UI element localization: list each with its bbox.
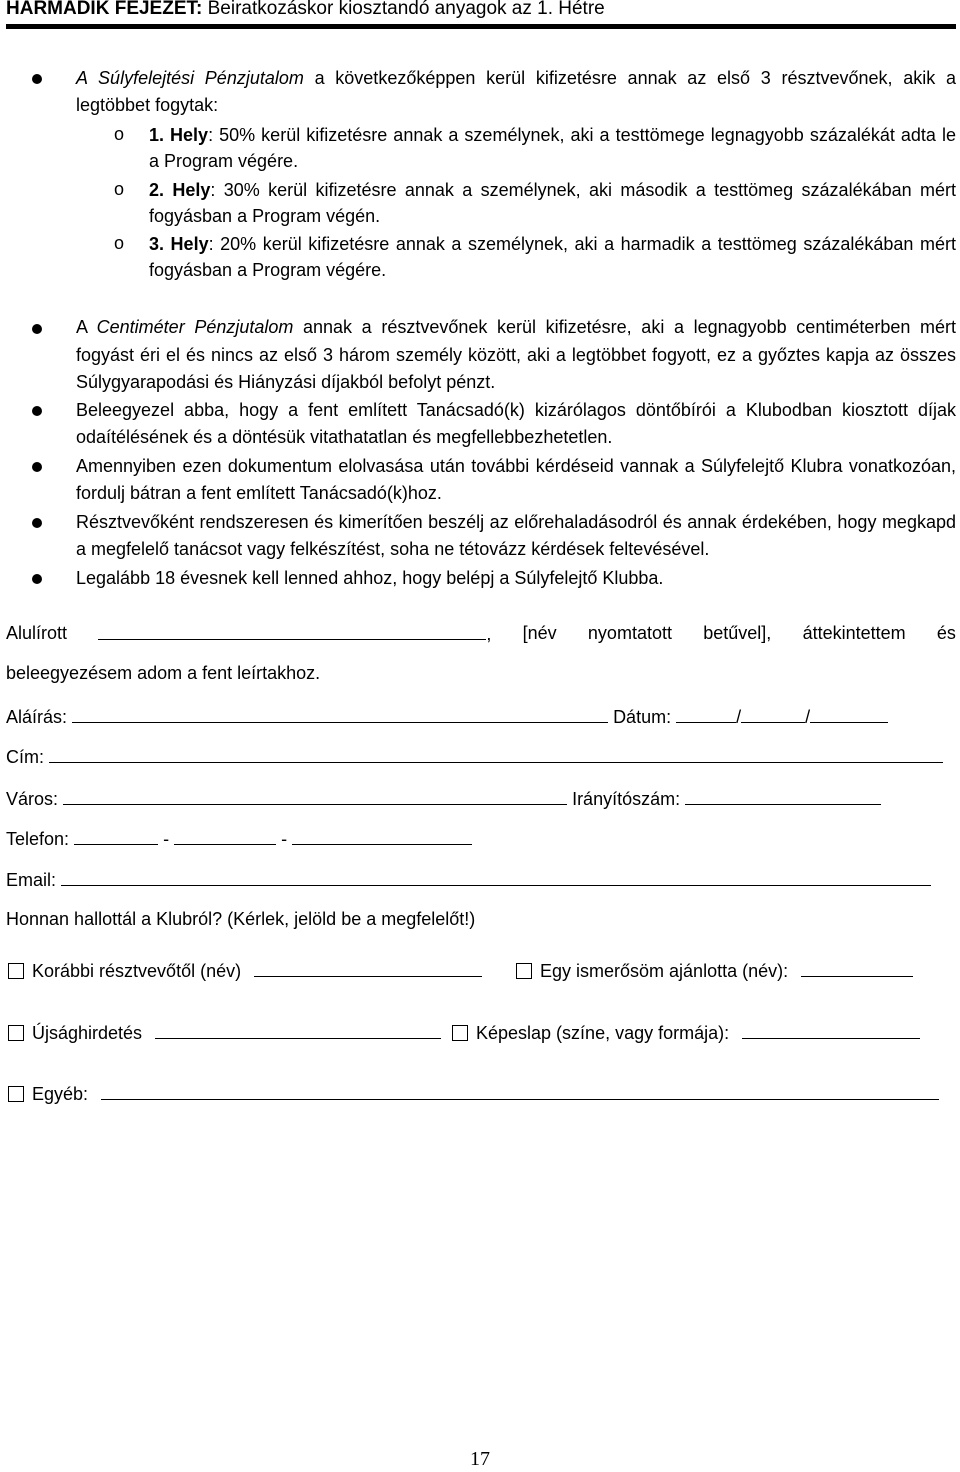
chapter-label: HARMADIK FEJEZET: bbox=[6, 0, 203, 19]
other-field[interactable] bbox=[101, 1081, 939, 1100]
option-previous-participant bbox=[8, 958, 482, 983]
option-label: Képeslap (színe, vagy formája): bbox=[476, 1023, 730, 1043]
checkbox-postcard[interactable] bbox=[452, 1025, 468, 1041]
form-word: nyomtatott bbox=[587, 623, 672, 643]
signature-field[interactable] bbox=[72, 704, 608, 723]
bullet-text-consent: Beleegyezel abba, hogy a fent említett Tanácsadó(k) kizárólagos döntőbírói a Klubodban kiosztott díjak odaítélésének és a döntésük vitathatatlan és megfellebbezhetetlen. bbox=[76, 400, 956, 447]
option-label: Egy ismerősöm ajánlotta (név): bbox=[540, 961, 789, 981]
email-label: Email: bbox=[6, 870, 57, 890]
city-label: Város: bbox=[6, 789, 59, 809]
place-label: 3. Hely bbox=[149, 234, 209, 254]
date-separator: / bbox=[736, 707, 742, 727]
place-label: 2. Hely bbox=[149, 180, 211, 200]
form-word: és bbox=[936, 623, 956, 643]
header-title: Beiratkozáskor kiosztandó anyagok az 1. Hétre bbox=[207, 0, 605, 19]
signature-line bbox=[6, 704, 888, 729]
comma: , bbox=[486, 624, 492, 644]
page-header bbox=[6, 0, 956, 29]
address-label: Cím: bbox=[6, 747, 44, 767]
bullet-dot bbox=[32, 74, 42, 84]
form-word: áttekintettem bbox=[802, 623, 906, 643]
phone-label: Telefon: bbox=[6, 829, 70, 849]
date-label: Dátum: bbox=[613, 707, 672, 727]
city-field[interactable] bbox=[63, 786, 567, 805]
sub-bullet-marker: o bbox=[114, 233, 125, 253]
option-postcard bbox=[452, 1020, 920, 1045]
email-field[interactable] bbox=[61, 867, 931, 886]
date-year-field[interactable] bbox=[676, 704, 736, 723]
place-text: : 20% kerül kifizetésre annak a személynek, aki a harmadik a testtömeg százalékában mért fogyásban a Program végére. bbox=[149, 234, 956, 280]
consent-line: beleegyezésem adom a fent leírtakhoz. bbox=[6, 663, 321, 683]
option-friend bbox=[516, 958, 913, 983]
bullet-dot bbox=[32, 518, 42, 528]
undersigned-label: Alulírott bbox=[6, 623, 68, 643]
undersigned-line bbox=[6, 621, 956, 646]
city-line bbox=[6, 786, 881, 811]
option-newspaper bbox=[8, 1020, 441, 1045]
prize-name: Centiméter Pénzjutalom bbox=[96, 317, 294, 337]
bullet-dot bbox=[32, 406, 42, 416]
address-line bbox=[6, 744, 943, 769]
place-text: : 50% kerül kifizetésre annak a személynek, aki a testtömege legnagyobb százalékát adta le a Program végére. bbox=[149, 125, 956, 171]
bullet-text-questions: Amennyiben ezen dokumentum elolvasása után további kérdéseid vannak a Súlyfelejtő Klubra vonatkozóan, fordulj bátran a fent említett Tanácsadó(k)hoz. bbox=[76, 456, 956, 503]
prize-name: A Súlyfelejtési Pénzjutalom bbox=[76, 68, 304, 88]
bullet-text-centimeter bbox=[76, 314, 956, 397]
phone-line bbox=[6, 826, 472, 851]
friend-name-field[interactable] bbox=[801, 958, 913, 977]
date-day-field[interactable] bbox=[810, 704, 888, 723]
checkbox-other[interactable] bbox=[8, 1086, 24, 1102]
option-label: Újsághirdetés bbox=[32, 1023, 143, 1043]
option-label: Egyéb: bbox=[32, 1084, 89, 1104]
place-label: 1. Hely bbox=[149, 125, 209, 145]
sub-item-first bbox=[149, 122, 956, 174]
zip-label: Irányítószám: bbox=[572, 789, 681, 809]
signature-label: Aláírás: bbox=[6, 707, 68, 727]
print-name-field[interactable] bbox=[98, 621, 486, 640]
zip-field[interactable] bbox=[685, 786, 881, 805]
phone-prefix-field[interactable] bbox=[174, 826, 276, 845]
email-line bbox=[6, 867, 931, 892]
checkbox-newspaper[interactable] bbox=[8, 1025, 24, 1041]
form-word: betűvel], bbox=[703, 623, 772, 643]
bullet-text-age: Legalább 18 évesnek kell lenned ahhoz, hogy belépj a Súlyfelejtő Klubba. bbox=[76, 568, 664, 588]
sub-bullet-marker: o bbox=[114, 179, 125, 199]
postcard-field[interactable] bbox=[742, 1020, 920, 1039]
sub-bullet-marker: o bbox=[114, 124, 125, 144]
bullet-text-prize bbox=[76, 65, 956, 119]
phone-dash: - bbox=[163, 829, 170, 849]
bullet-prefix: A bbox=[76, 317, 97, 337]
bullet-dot bbox=[32, 324, 42, 334]
page-number: 17 bbox=[470, 1448, 490, 1470]
option-label: Korábbi résztvevőtől (név) bbox=[32, 961, 242, 981]
date-month-field[interactable] bbox=[741, 704, 805, 723]
sub-item-third bbox=[149, 231, 956, 283]
bullet-dot bbox=[32, 462, 42, 472]
sub-item-second bbox=[149, 177, 956, 229]
option-other bbox=[8, 1081, 939, 1106]
address-field[interactable] bbox=[49, 744, 943, 763]
phone-number-field[interactable] bbox=[292, 826, 472, 845]
referral-question: Honnan hallottál a Klubról? (Kérlek, jelöld be a megfelelőt!) bbox=[6, 909, 476, 929]
phone-area-field[interactable] bbox=[74, 826, 158, 845]
previous-name-field[interactable] bbox=[254, 958, 482, 977]
bullet-text-content: a következőképpen kerül kifizetésre annak az első 3 résztvevőnek, akik a legtöbbet fogytak: bbox=[76, 68, 956, 115]
phone-dash: - bbox=[281, 829, 288, 849]
place-text: : 30% kerül kifizetésre annak a személynek, aki második a testtömeg százalékában mért fogyásban a Program végén. bbox=[149, 180, 956, 226]
form-word: [név bbox=[522, 623, 557, 643]
date-separator: / bbox=[805, 707, 811, 727]
checkbox-previous[interactable] bbox=[8, 963, 24, 979]
newspaper-field[interactable] bbox=[155, 1020, 441, 1039]
checkbox-friend[interactable] bbox=[516, 963, 532, 979]
bullet-text-content: annak a résztvevőnek kerül kifizetésre, aki a legnagyobb centiméterben mért fogyást éri el és nincs az első 3 három személy között, aki a legtöbbet fogyott, ez a győztes kapja az összes Súlygyarapodási és Hiányzási díjakból befolyt pénzt. bbox=[76, 317, 957, 392]
bullet-text-participant: Résztvevőként rendszeresen és kimerítően beszélj az előrehaladásodról és annak érdekében, hogy megkapd a megfelelő tanácsot vagy felkészítést, soha ne tétovázz kérdések feltevésével. bbox=[76, 512, 956, 559]
bullet-dot bbox=[32, 574, 42, 584]
